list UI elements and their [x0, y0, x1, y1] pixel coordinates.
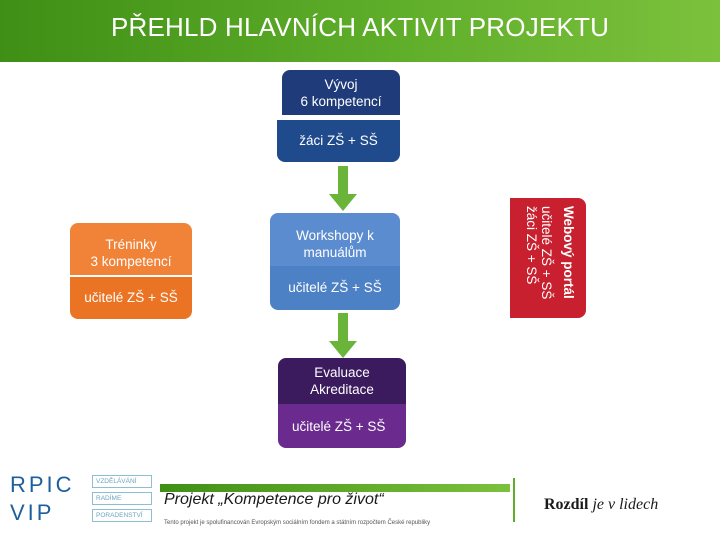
node-development-title — [282, 70, 400, 115]
node-development-audience-box — [277, 120, 400, 162]
node-development-line1: Vývoj — [324, 77, 358, 92]
logo-line2: VIP — [10, 500, 55, 525]
node-development-audience: žáci ZŠ + SŠ — [299, 133, 378, 148]
header-bar — [0, 0, 720, 62]
node-development-line2: 6 kompetencí — [300, 94, 382, 109]
down-arrow-icon — [326, 166, 360, 212]
node-trainings-title — [70, 223, 192, 275]
logo-tags — [92, 475, 152, 526]
node-workshops-line1: Workshopy k — [296, 228, 374, 243]
node-evaluation-line2: Akreditace — [310, 382, 374, 397]
node-trainings-audience: učitelé ZŠ + SŠ — [84, 290, 178, 305]
project-subtitle: Tento projekt je spolufinancován Evropským sociálním fondem a státním rozpočtem České republiky — [164, 520, 431, 526]
node-portal-audience1: učitelé ZŠ + SŠ — [539, 206, 554, 300]
motto-italic: je v lidech — [592, 496, 659, 513]
node-workshops-line2: manuálům — [303, 245, 367, 260]
node-evaluation-line1: Evaluace — [314, 365, 370, 380]
rpic-vip-logo — [10, 473, 150, 531]
node-portal — [510, 198, 586, 318]
node-workshops-audience-box — [270, 266, 400, 310]
node-trainings-line2: 3 kompetencí — [90, 254, 172, 269]
node-evaluation-audience-box — [278, 404, 406, 448]
node-portal-audience2: žáci ZŠ + SŠ — [524, 206, 539, 285]
footer-separator — [513, 478, 515, 522]
logo-line1: RPIC — [10, 472, 75, 497]
node-evaluation-audience: učitelé ZŠ + SŠ — [292, 419, 386, 434]
node-portal-label: Webový portál — [561, 206, 576, 299]
motto-bold: Rozdíl — [544, 496, 589, 513]
project-title: Projekt „Kompetence pro život“ — [164, 491, 384, 508]
page-title: PŘEHLD HLAVNÍCH AKTIVIT PROJEKTU — [110, 12, 610, 42]
node-trainings-audience-box — [70, 277, 192, 319]
node-trainings-line1: Tréninky — [105, 237, 157, 252]
logo-wordmark — [10, 473, 75, 525]
node-evaluation-title — [278, 358, 406, 404]
motto — [544, 496, 658, 514]
node-workshops-title — [270, 213, 400, 271]
node-workshops-audience: učitelé ZŠ + SŠ — [288, 280, 382, 295]
logo-tag: RADÍME — [92, 492, 152, 505]
down-arrow-icon — [326, 313, 360, 359]
logo-tag: VZDĚLÁVÁNÍ — [92, 475, 152, 488]
logo-tag: PORADENSTVÍ — [92, 509, 152, 522]
